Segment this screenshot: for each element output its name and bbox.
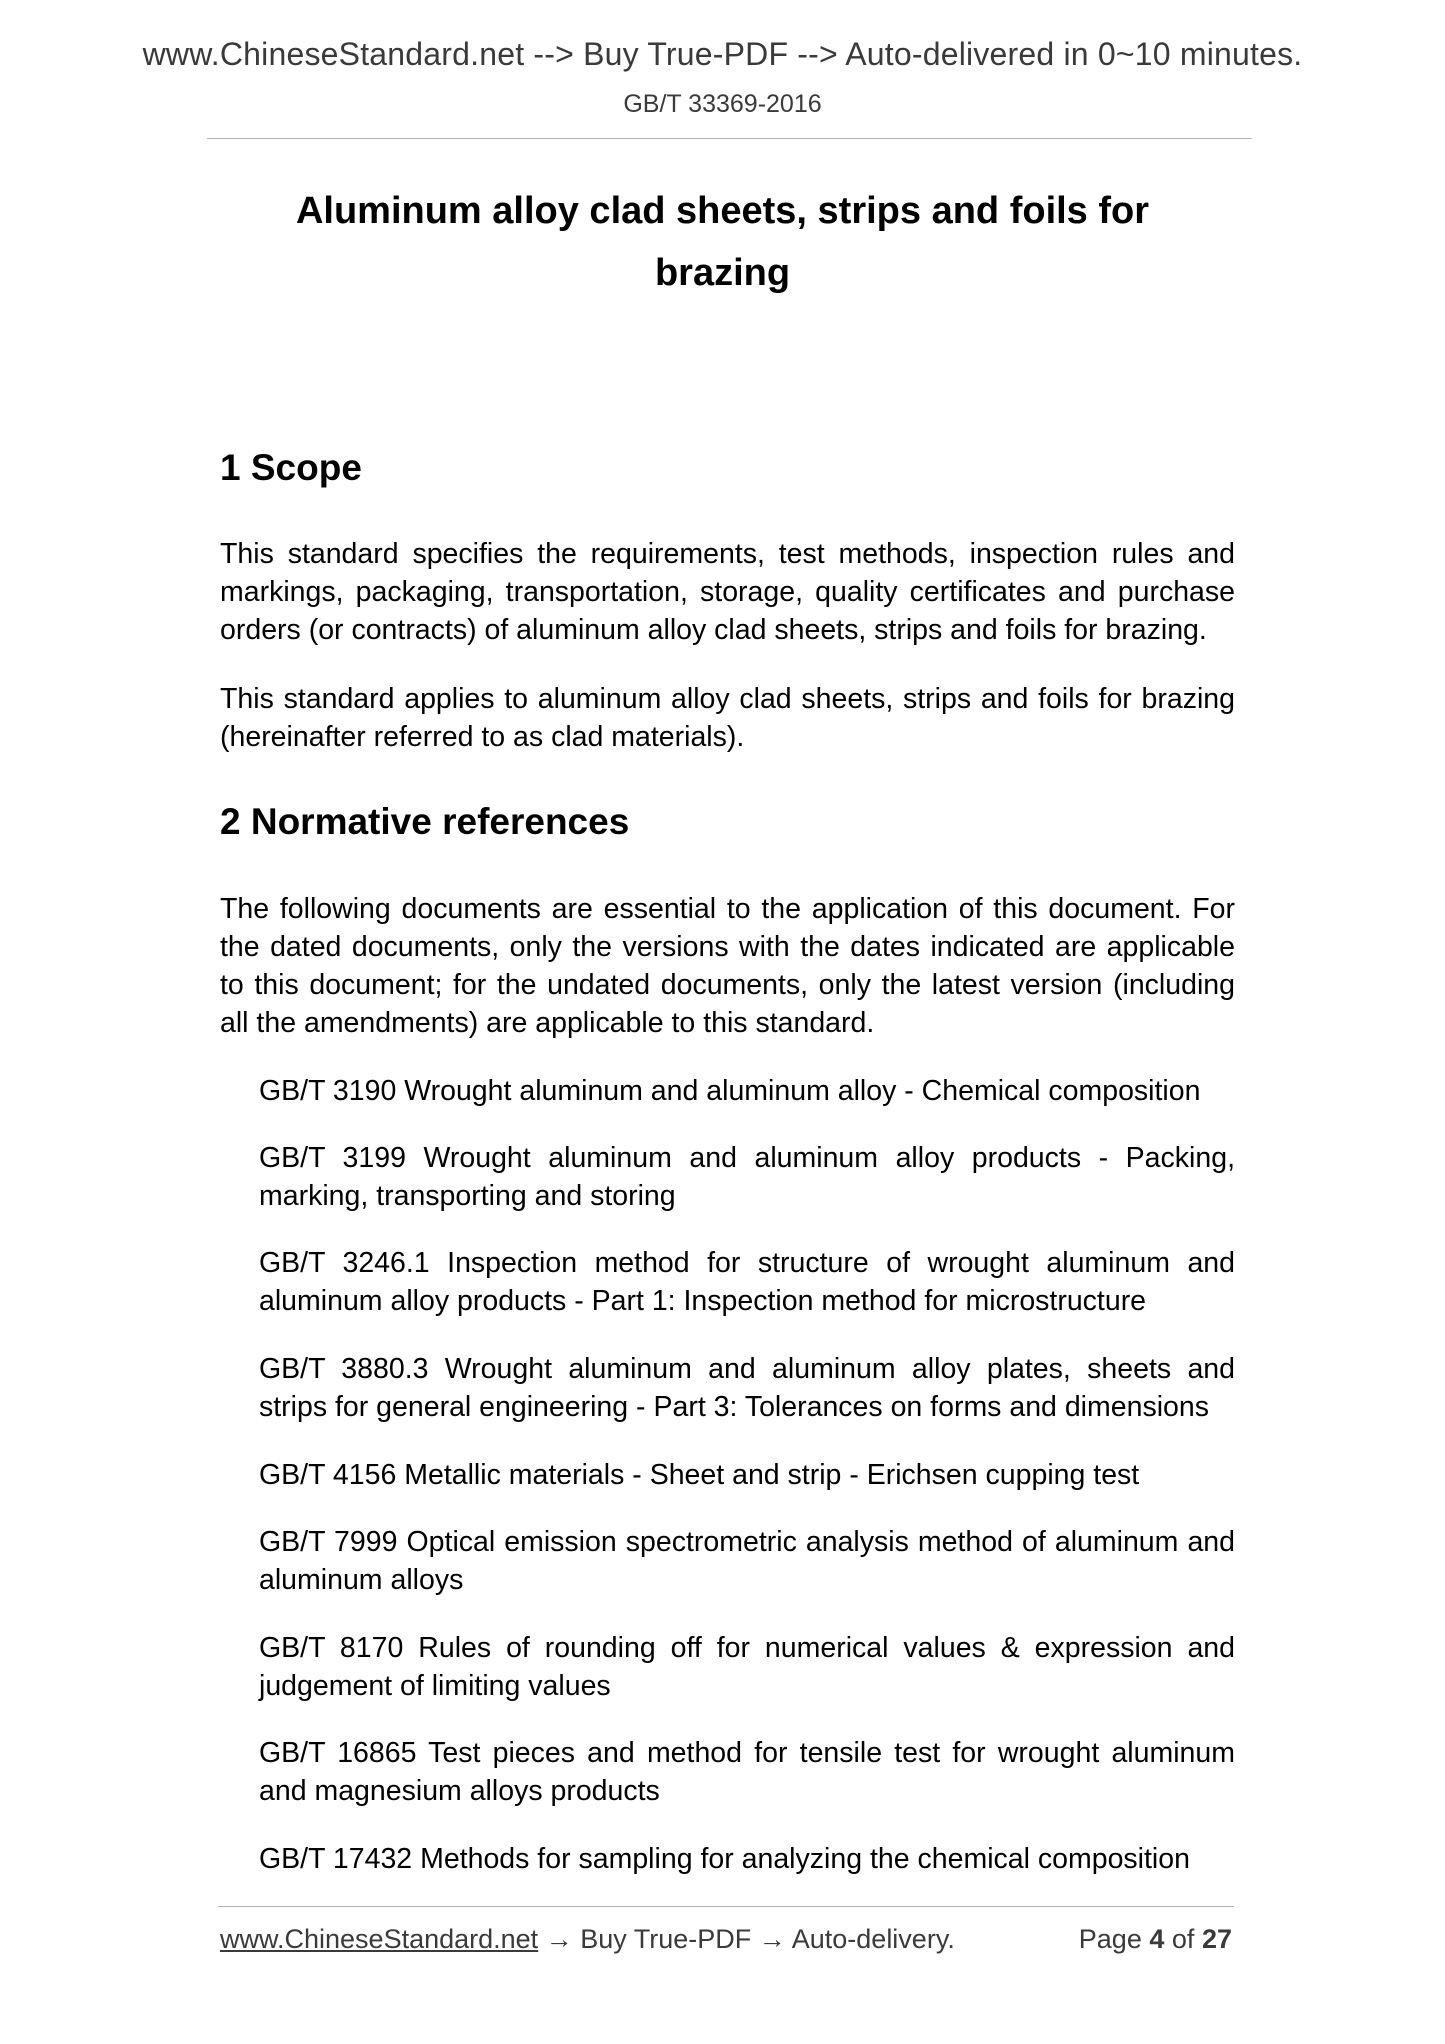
normative-reference-item: GB/T 3190 Wrought aluminum and aluminum alloy - Chemical composition (259, 1075, 1201, 1107)
normative-reference-item: GB/T 3199 Wrought aluminum and aluminum alloy products - Packing, marking, transporting and storing (259, 1142, 1235, 1212)
header-divider (207, 138, 1252, 139)
document-title-line-2: brazing (654, 252, 791, 294)
section-heading-scope: 1 Scope (220, 447, 362, 488)
normative-intro-paragraph: The following documents are essential to the application of this document. For the dated documents, only the versions with the dates indicated are applicable to this document; for the undated documents, only the latest version (including all the amendments) are applicable to this standard. (220, 893, 1235, 1039)
scope-paragraph: This standard specifies the requirements, test methods, inspection rules and markings, packaging, transportation, storage, quality certificates and purchase orders (or contracts) of aluminum alloy clad sheets, strips and foils for brazing. (220, 538, 1235, 646)
normative-reference-item: GB/T 3246.1 Inspection method for structure of wrought aluminum and aluminum alloy products - Part 1: Inspection method for microstructure (259, 1247, 1235, 1317)
total-pages-number: 27 (1201, 1924, 1232, 1954)
page-footer (220, 1924, 1232, 1964)
of-word: of (1171, 1924, 1195, 1954)
document-title (220, 180, 1225, 304)
scope-paragraph: This standard applies to aluminum alloy clad sheets, strips and foils for brazing (hereinafter referred to as clad materials). (220, 683, 1235, 753)
section-heading-normative-references: 2 Normative references (220, 801, 630, 842)
normative-reference-item: GB/T 8170 Rules of rounding off for numerical values & expression and judgement of limiting values (259, 1632, 1235, 1702)
document-title-line-1: Aluminum alloy clad sheets, strips and foils for (295, 190, 1150, 232)
page-number (1079, 1924, 1232, 1955)
footer-divider (218, 1906, 1234, 1907)
footer-promo (220, 1924, 955, 1955)
current-page-number: 4 (1149, 1924, 1165, 1954)
normative-reference-item: GB/T 7999 Optical emission spectrometric analysis method of aluminum and aluminum alloys (259, 1526, 1235, 1596)
standard-number: GB/T 33369-2016 (623, 90, 822, 118)
normative-reference-item: GB/T 16865 Test pieces and method for tensile test for wrought aluminum and magnesium alloys products (259, 1737, 1235, 1807)
normative-reference-item: GB/T 17432 Methods for sampling for analyzing the chemical composition (259, 1843, 1190, 1875)
normative-reference-item: GB/T 3880.3 Wrought aluminum and aluminum alloy plates, sheets and strips for general engineering - Part 3: Tolerances on forms and dimensions (259, 1353, 1235, 1423)
normative-reference-item: GB/T 4156 Metallic materials - Sheet and strip - Erichsen cupping test (259, 1459, 1140, 1491)
page-word: Page (1078, 1924, 1142, 1954)
footer-tagline: → Buy True-PDF → Auto-delivery. (538, 1924, 955, 1954)
footer-site-link[interactable]: www.ChineseStandard.net (220, 1924, 539, 1954)
top-banner: www.ChineseStandard.net --> Buy True-PDF --> Auto-delivered in 0~10 minutes. (142, 36, 1303, 72)
